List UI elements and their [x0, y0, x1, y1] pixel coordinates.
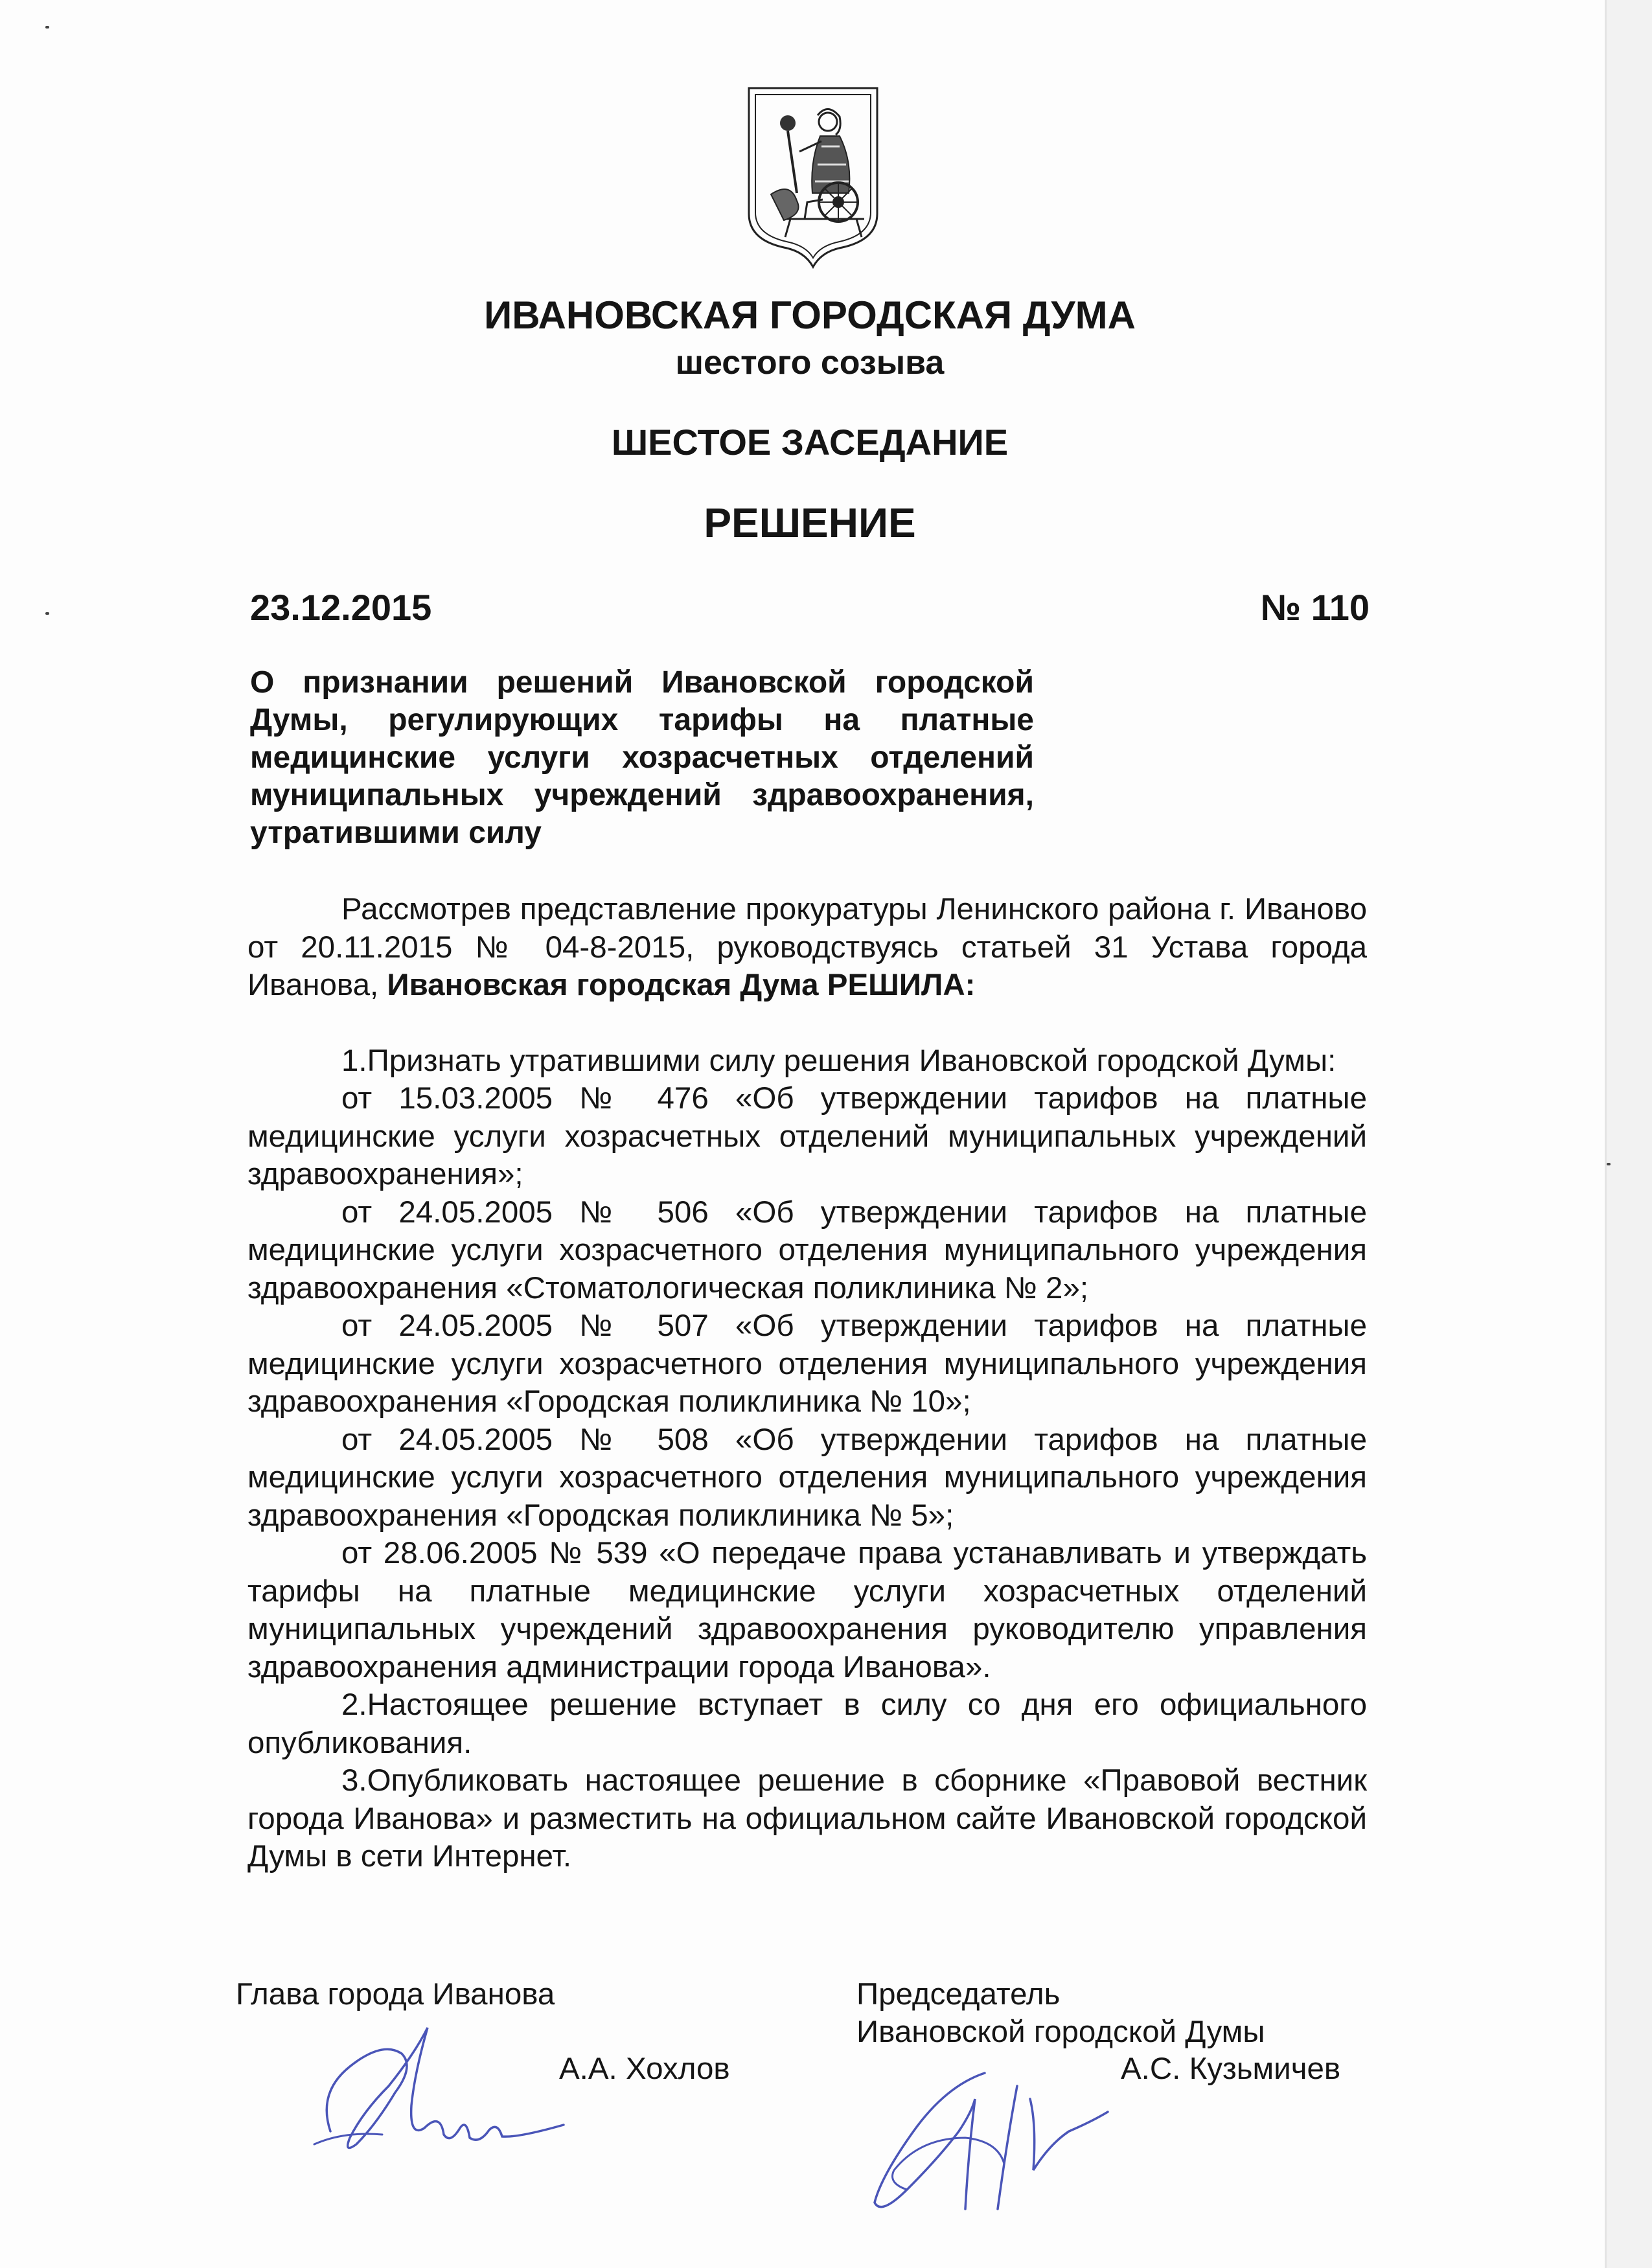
- paragraph: 2.Настоящее решение вступает в силу со дня его официального опубликования.: [247, 1688, 1367, 1760]
- paragraph: 3.Опубликовать настоящее решение в сборнике «Правовой вестник города Иванова» и разместить на официальном сайте Ивановской городской Думы в сети Интернет.: [247, 1763, 1367, 1873]
- paragraph: от 15.03.2005 № 476 «Об утверждении тарифов на платные медицинские услуги хозрасчетных отделений муниципальных учреждений здравоохранения»;: [247, 1081, 1367, 1191]
- paragraph: от 28.06.2005 № 539 «О передаче права устанавливать и утверждать тарифы на платные медицинские услуги хозрасчетных отделений муниципальных учреждений здравоохранения руководителю управления здравоохранения администрации города Иванова».: [247, 1536, 1367, 1684]
- scan-speck: [45, 612, 49, 615]
- document-type: РЕШЕНИЕ: [704, 499, 916, 546]
- preamble: [247, 891, 1367, 1005]
- paragraph: от 24.05.2005 № 507 «Об утверждении тарифов на платные медицинские услуги хозрасчетного отделения муниципального учреждения здравоохранения «Городская поликлиника № 10»;: [247, 1309, 1367, 1419]
- preamble-text: Рассмотрев представление прокуратуры Ленинского района г. Иваново от 20.11.2015 № 04-8-2015, руководствуясь статьей 31 Устава города Иванова,: [247, 892, 1367, 1002]
- scan-edge: [1605, 0, 1652, 2268]
- right-signatory-name: А.С. Кузьмичев: [1121, 2052, 1341, 2086]
- left-signatory-name: А.А. Хохлов: [559, 2052, 730, 2086]
- right-title-line-1: Председатель: [856, 1977, 1061, 2011]
- paragraph: от 24.05.2005 № 508 «Об утверждении тарифов на платные медицинские услуги хозрасчетного отделения муниципального учреждения здравоохранения «Городская поликлиника № 5»;: [247, 1422, 1367, 1533]
- document-date: 23.12.2015: [250, 587, 432, 628]
- document-number: № 110: [1260, 587, 1370, 628]
- scan-speck: [1607, 1163, 1611, 1165]
- document-subject: О признании решений Ивановской городской Думы, регулирующих тарифы на платные медицинские услуги хозрасчетных отделений муниципальных учреждений здравоохранения, утратившими силу: [250, 665, 1034, 850]
- right-signatory-title: [856, 1976, 1265, 2051]
- coat-of-arms-icon: [745, 84, 881, 269]
- right-signature-mark: [836, 2060, 1134, 2222]
- session-name: ШЕСТОЕ ЗАСЕДАНИЕ: [611, 422, 1009, 463]
- paragraph: 1.Признать утратившими силу решения Ивановской городской Думы:: [341, 1043, 1337, 1078]
- right-title-line-2: Ивановской городской Думы: [856, 2015, 1265, 2049]
- preamble-resolution: Ивановская городская Дума РЕШИЛА:: [387, 968, 976, 1002]
- left-signatory-title: Глава города Иванова: [236, 1977, 555, 2011]
- paragraph: от 24.05.2005 № 506 «Об утверждении тарифов на платные медицинские услуги хозрасчетного отделения муниципального учреждения здравоохранения «Стоматологическая поликлиника № 2»;: [247, 1195, 1367, 1305]
- org-name: ИВАНОВСКАЯ ГОРОДСКАЯ ДУМА: [484, 293, 1136, 337]
- document-body: [247, 891, 1367, 1876]
- scan-speck: [45, 26, 49, 29]
- left-signature-mark: [304, 2015, 577, 2164]
- convocation: шестого созыва: [675, 344, 945, 382]
